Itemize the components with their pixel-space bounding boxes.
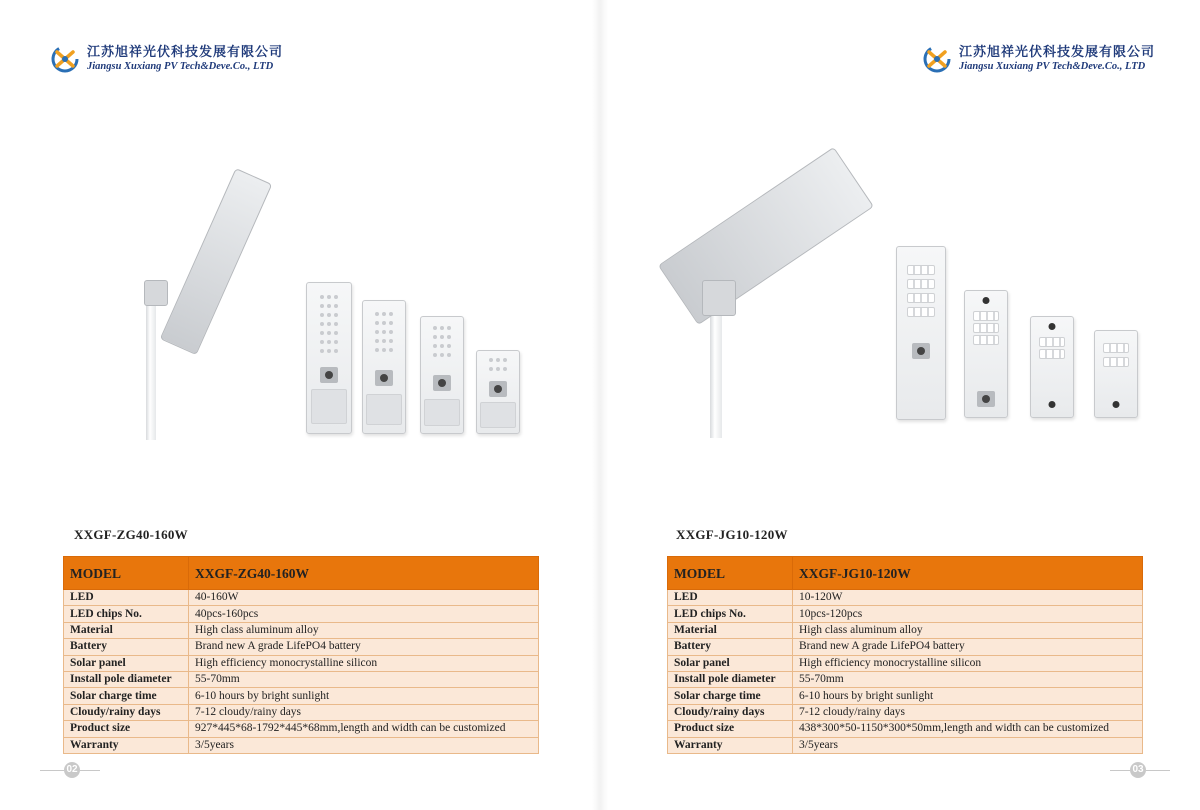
table-row: [668, 639, 1143, 655]
table-cell-value: 927*445*68-1792*445*68mm,length and width can be customized: [189, 721, 539, 737]
product-image-jg: [650, 130, 1170, 450]
table-cell-value: 7-12 cloudy/rainy days: [189, 704, 539, 720]
company-name-en: Jiangsu Xuxiang PV Tech&Deve.Co., LTD: [959, 61, 1146, 72]
catalog-page-right: [600, 0, 1200, 810]
page-number-text: 03: [1130, 762, 1146, 778]
table-cell-value: 40pcs-160pcs: [189, 606, 539, 622]
page-number: [40, 762, 100, 778]
table-cell-label: Warranty: [64, 737, 189, 753]
table-row: [64, 606, 539, 622]
table-row: [64, 622, 539, 638]
table-cell-value: 10pcs-120pcs: [793, 606, 1143, 622]
table-cell-value: 6-10 hours by bright sunlight: [793, 688, 1143, 704]
table-header-cell: MODEL: [668, 557, 793, 590]
table-cell-label: Cloudy/rainy days: [64, 704, 189, 720]
table-row: [668, 704, 1143, 720]
table-cell-label: Solar panel: [668, 655, 793, 671]
table-cell-label: Battery: [668, 639, 793, 655]
table-cell-label: Install pole diameter: [668, 671, 793, 687]
table-cell-label: Material: [64, 622, 189, 638]
table-cell-label: LED: [64, 590, 189, 606]
table-header-cell: XXGF-ZG40-160W: [189, 557, 539, 590]
company-logo-icon: [922, 44, 952, 74]
company-name-en: Jiangsu Xuxiang PV Tech&Deve.Co., LTD: [87, 61, 274, 72]
table-row: [668, 721, 1143, 737]
table-cell-value: 10-120W: [793, 590, 1143, 606]
table-row: [668, 655, 1143, 671]
table-row: [64, 590, 539, 606]
company-name-cn: 江苏旭祥光伏科技发展有限公司: [87, 45, 284, 60]
header-logo: [50, 44, 283, 74]
table-cell-value: High efficiency monocrystalline silicon: [793, 655, 1143, 671]
table-cell-value: 6-10 hours by bright sunlight: [189, 688, 539, 704]
table-cell-value: 3/5years: [793, 737, 1143, 753]
table-cell-label: Material: [668, 622, 793, 638]
table-cell-value: High class aluminum alloy: [189, 622, 539, 638]
table-row: [64, 655, 539, 671]
table-cell-label: Battery: [64, 639, 189, 655]
spec-table: [63, 556, 539, 754]
table-row: [64, 671, 539, 687]
table-header-cell: MODEL: [64, 557, 189, 590]
page-number-text: 02: [64, 762, 80, 778]
table-header-cell: XXGF-JG10-120W: [793, 557, 1143, 590]
table-cell-value: 55-70mm: [189, 671, 539, 687]
table-cell-label: Cloudy/rainy days: [668, 704, 793, 720]
table-cell-label: Product size: [668, 721, 793, 737]
table-cell-value: Brand new A grade LifePO4 battery: [189, 639, 539, 655]
header-logo: [922, 44, 1155, 74]
table-cell-value: 3/5years: [189, 737, 539, 753]
company-logo-icon: [50, 44, 80, 74]
table-row: [64, 639, 539, 655]
company-name-cn: 江苏旭祥光伏科技发展有限公司: [959, 45, 1156, 60]
table-row: [64, 721, 539, 737]
table-row: [64, 704, 539, 720]
table-cell-value: 40-160W: [189, 590, 539, 606]
model-title: XXGF-JG10-120W: [676, 527, 788, 542]
table-row: [668, 688, 1143, 704]
table-cell-value: 7-12 cloudy/rainy days: [793, 704, 1143, 720]
table-row: [64, 688, 539, 704]
table-cell-label: Warranty: [668, 737, 793, 753]
table-cell-label: Install pole diameter: [64, 671, 189, 687]
table-cell-value: High class aluminum alloy: [793, 622, 1143, 638]
model-title: XXGF-ZG40-160W: [74, 527, 188, 542]
table-cell-value: 55-70mm: [793, 671, 1143, 687]
table-row: [668, 590, 1143, 606]
table-header-row: [64, 557, 539, 590]
table-cell-label: LED chips No.: [64, 606, 189, 622]
spec-table: [667, 556, 1143, 754]
product-image-zg: [100, 160, 560, 450]
table-row: [668, 606, 1143, 622]
table-cell-value: 438*300*50-1150*300*50mm,length and width can be customized: [793, 721, 1143, 737]
table-cell-label: LED: [668, 590, 793, 606]
table-header-row: [668, 557, 1143, 590]
table-cell-label: Solar charge time: [668, 688, 793, 704]
table-row: [668, 671, 1143, 687]
table-cell-label: Product size: [64, 721, 189, 737]
table-cell-label: LED chips No.: [668, 606, 793, 622]
table-row: [668, 622, 1143, 638]
table-cell-value: High efficiency monocrystalline silicon: [189, 655, 539, 671]
page-number: [1110, 762, 1170, 778]
table-cell-label: Solar charge time: [64, 688, 189, 704]
table-row: [668, 737, 1143, 753]
table-cell-value: Brand new A grade LifePO4 battery: [793, 639, 1143, 655]
table-cell-label: Solar panel: [64, 655, 189, 671]
table-row: [64, 737, 539, 753]
